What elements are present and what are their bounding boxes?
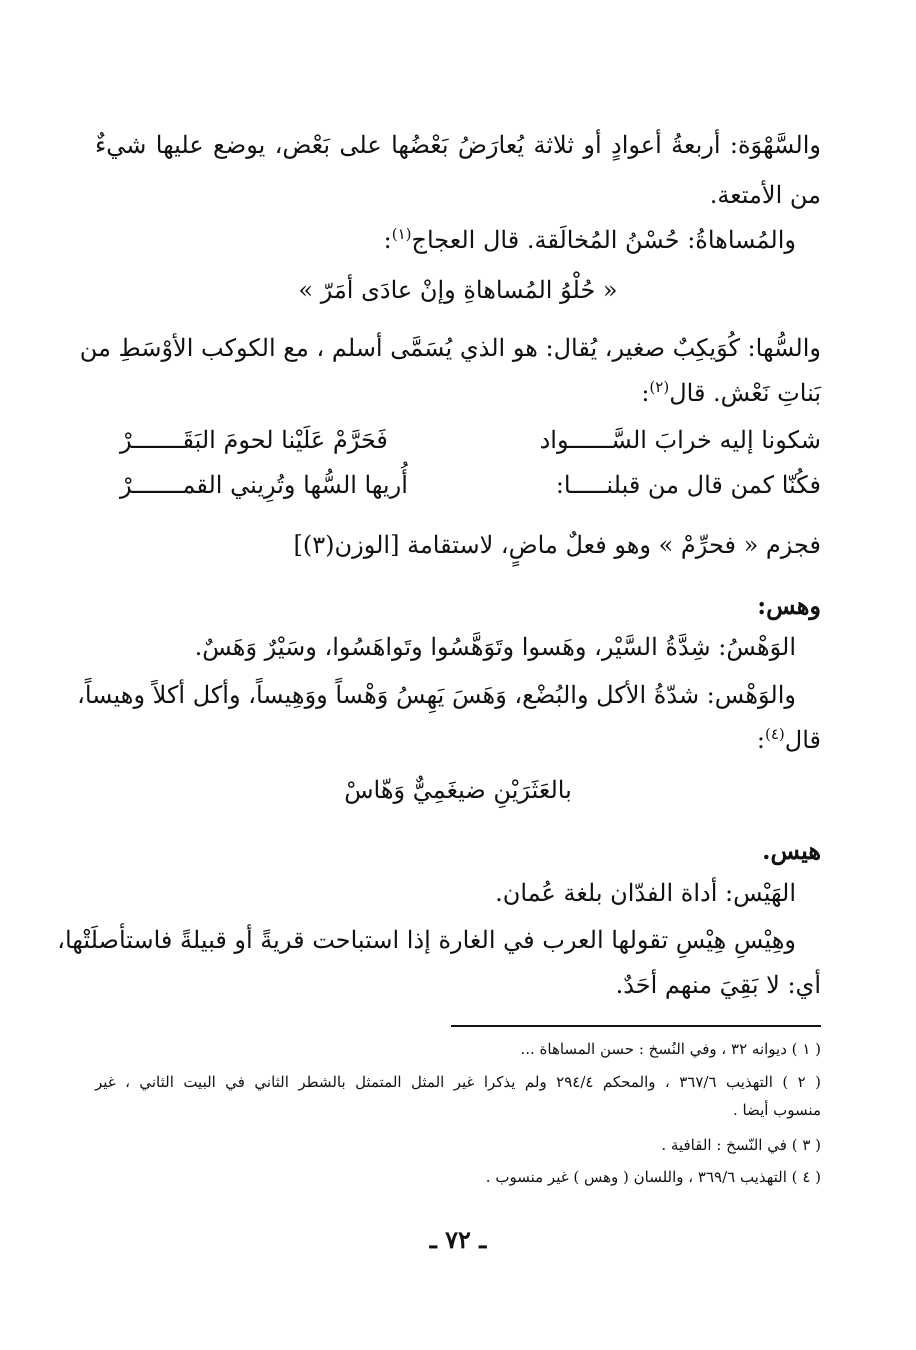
heading-hays: هيس. bbox=[762, 836, 821, 865]
entry-wahs-line3 bbox=[95, 725, 821, 756]
entry-wahs-line2: والوَهْس: شدّةُ الأكل والبُضْع، وَهَسَ يَهِسُ وَهْساً ووَهِيساً، وأكل أكلاً وهيساً، bbox=[77, 681, 796, 709]
footnote-ref-4: (٤) bbox=[764, 725, 785, 743]
entry-wahs-colon: : bbox=[756, 726, 765, 754]
entry-suha-line2-text: بَناتِ نَعْش. قال bbox=[669, 379, 821, 407]
footnote-3: ( ٣ ) في النّسخ : القافية . bbox=[661, 1136, 821, 1154]
entry-wahs-line3-text: قال bbox=[784, 726, 821, 754]
footnote-divider bbox=[451, 1025, 821, 1027]
quote-ajjaj: « حُلْوُ المُساهاةِ وإنْ عادَى أمَرّ » bbox=[298, 276, 618, 304]
page-number: ـ ٧٢ ـ bbox=[429, 1225, 487, 1254]
entry-wahs-line1: الوَهْسُ: شِدَّةُ السَّيْر، وهَسوا وتَوَهَّسُوا وتَواهَسُوا، وسَيْرٌ وَهَسٌ. bbox=[194, 633, 796, 661]
entry-hays-line3: أي: لا بَقِيَ منهم أحَدٌ. bbox=[615, 971, 821, 999]
entry-sahwa-line1: والسَّهْوَة: أربعةُ أعوادٍ أو ثلاثة يُعارَضُ بَعْضُها على بَعْض، يوضع عليها شيءٌ bbox=[95, 131, 821, 159]
entry-hays-line2: وهِيْسِ هِيْسِ تقولها العرب في الغارة إذا استباحت قريةً أو قبيلةً فاستأصلَتْها، bbox=[57, 926, 796, 954]
verse3: بالعَثَرَيْنِ ضيغَمِيٌّ وَهّاسْ bbox=[344, 776, 572, 804]
verse2-first-hemistich: فكُنّا كمن قال من قبلنـــــا: bbox=[555, 471, 821, 499]
verse1-first-hemistich: شكونا إليه خرابَ السَّــــــواد bbox=[539, 426, 821, 454]
entry-hays-line1: الهَيْس: أداة الفدّان بلغة عُمان. bbox=[495, 879, 796, 907]
entry-sahwa-line2: من الأمتعة. bbox=[709, 181, 821, 209]
footnote-ref-1: (١) bbox=[391, 225, 412, 243]
footnote-4: ( ٤ ) التهذيب ٣٦٩/٦ ، واللسان ( وهس ) غير منسوب . bbox=[485, 1168, 821, 1186]
footnote-1: ( ١ ) ديوانه ٣٢ ، وفي النُسخ : حسن المساهاة ... bbox=[520, 1040, 821, 1058]
entry-musahat-text: والمُساهاةُ: حُسْنُ المُخالَقة. قال العجاج bbox=[411, 226, 796, 254]
heading-wahs: وهس: bbox=[757, 591, 821, 620]
entry-suha-line1: والسُّها: كُوَيكِبٌ صغير، يُقال: هو الذي يُسَمَّى أسلم ، مع الكوكب الأوْسَطِ من bbox=[79, 334, 821, 362]
jazm-note: فجزم « فحرِّمْ » وهو فعلٌ ماضٍ، لاستقامة [الوزن(٣)] bbox=[293, 531, 821, 559]
entry-musahat-colon: : bbox=[383, 226, 392, 254]
footnote-2: ( ٢ ) التهذيب ٣٦٧/٦ ، والمحكم ٢٩٤/٤ ولم يذكرا غير المثل المتمثل بالشطر الثاني في البيت الثاني ، غير bbox=[95, 1073, 821, 1091]
entry-suha-line2 bbox=[95, 378, 821, 409]
footnote-ref-2: (٢) bbox=[649, 378, 670, 396]
entry-musahat bbox=[95, 225, 796, 256]
verse2-second-hemistich: أُريها السُّها وتُرِيني القمـــــــرْ bbox=[120, 471, 408, 499]
verse1-second-hemistich: فَحَرَّمْ عَلَيْنا لحومَ البَقَـــــــرْ bbox=[120, 426, 388, 454]
entry-suha-colon: : bbox=[641, 379, 650, 407]
footnote-2-cont: منسوب أيضا . bbox=[732, 1101, 821, 1119]
